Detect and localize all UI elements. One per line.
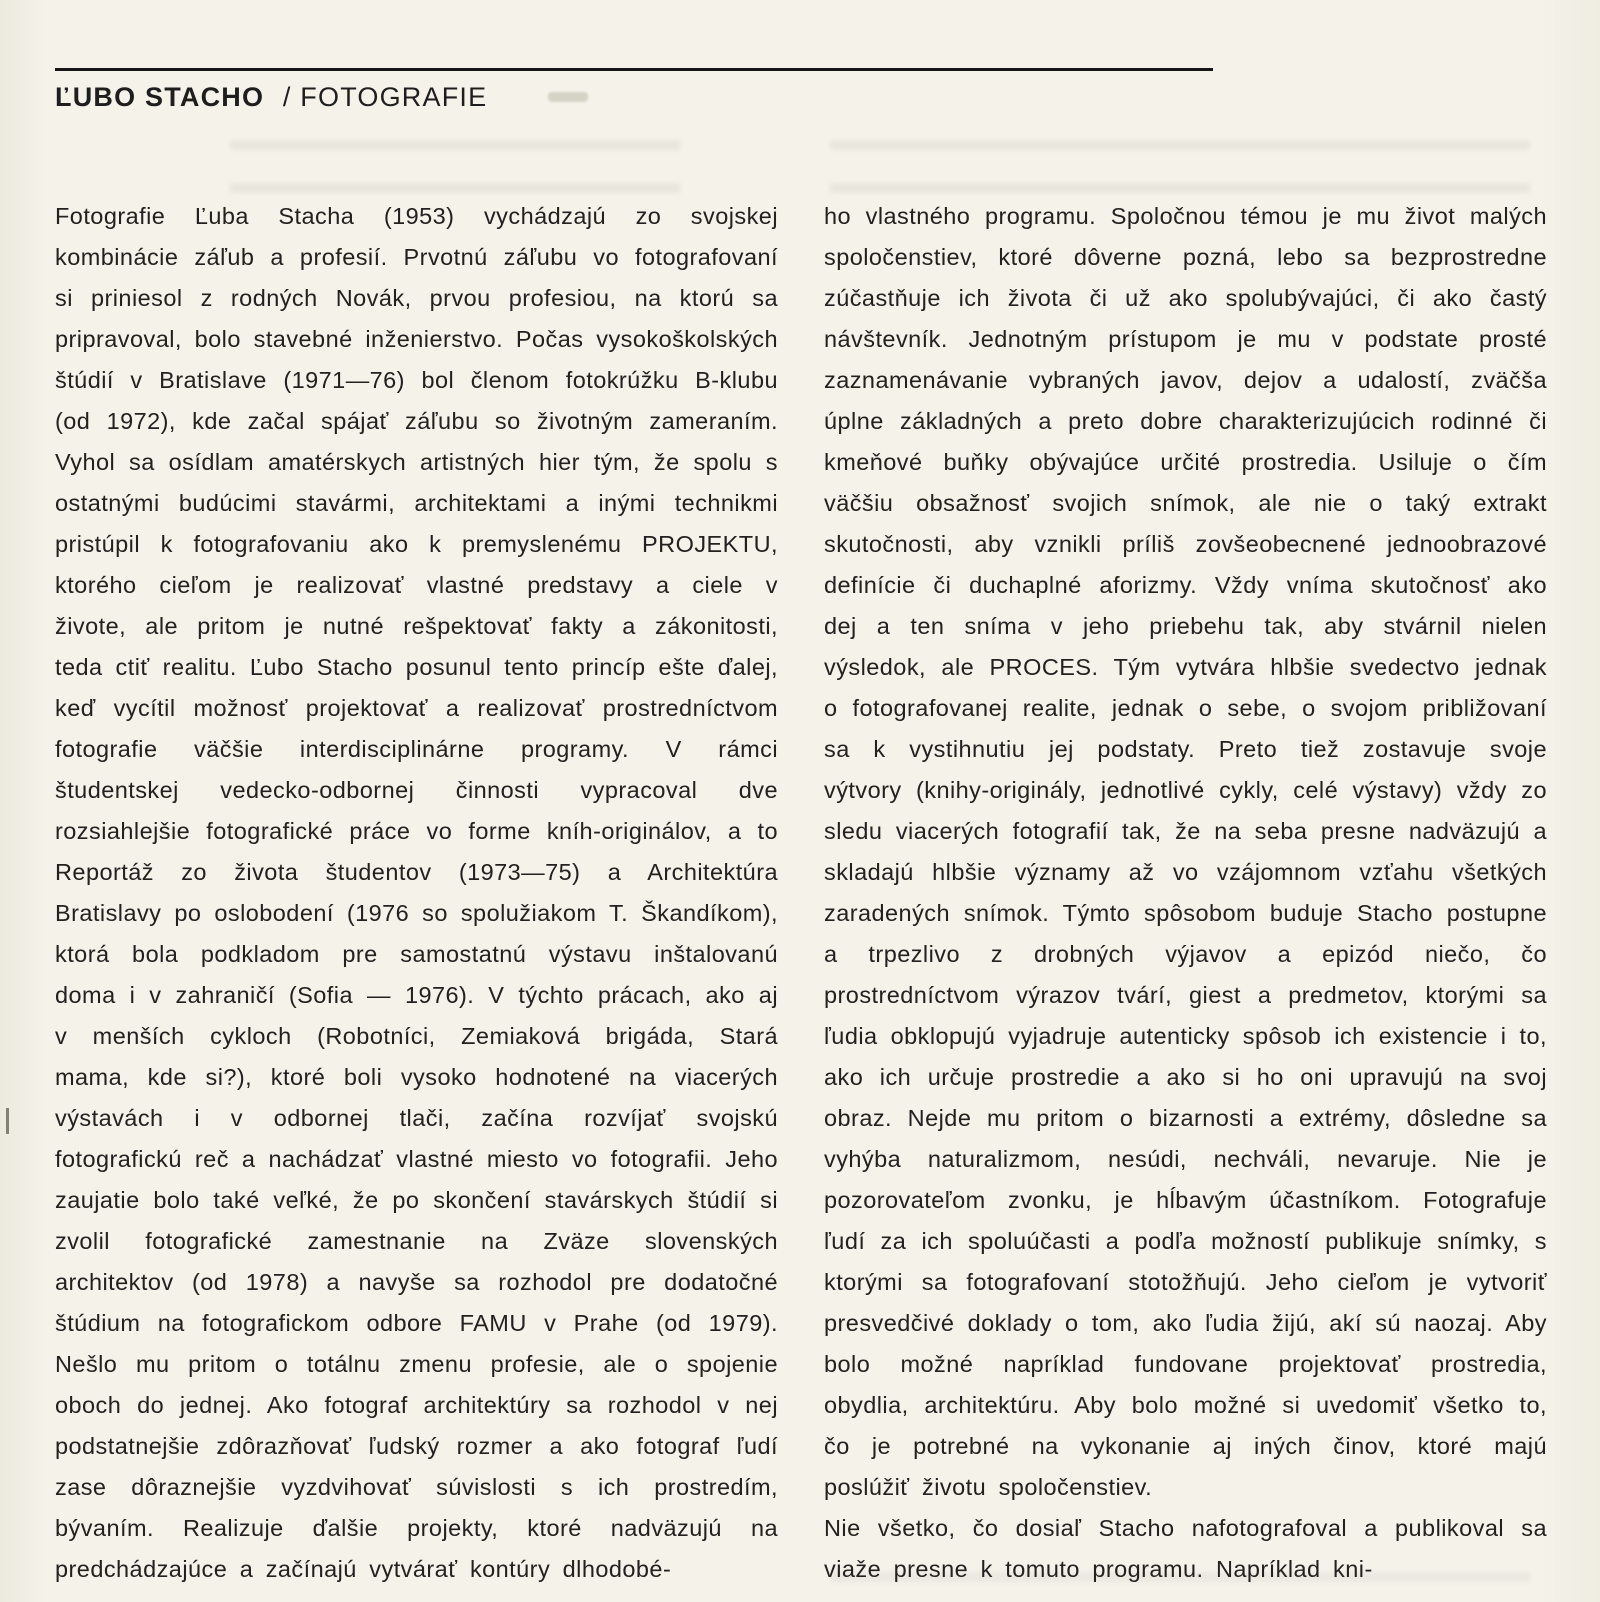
title-section-label: / FOTOGRAFIE — [282, 82, 488, 112]
paragraph: Fotografie Ľuba Stacha (1953) vychádzajú zo svojskej kombinácie záľub a profesií. Prvotnú záľubu vo fotografovaní si priniesol z rodných Novák, prvou profesiou, na ktorú sa pripravoval, bolo stavebné inženierstvo. Počas vysokoškolských štúdií v Bratislave (1971—76) bol členom fotokrúžku B-klubu (od 1972), kde začal spájať záľubu so životným zameraním. Vyhol sa osídlam amatérskych artistných hier tým, že spolu s ostatnými budúcimi stavármi, architektami a inými technikmi pristúpil k fotografovaniu ako k premyslenému PROJEKTU, ktorého cieľom je realizovať vlastné predstavy a ciele v živote, ale pritom je nutné rešpektovať fakty a zákonitosti, teda ctiť realitu. Ľubo Stacho posunul tento princíp ešte ďalej, keď vycítil možnosť projektovať a realizovať prostredníctvom fotografie väčšie interdisciplinárne programy. V rámci študentskej vedecko-odbornej činnosti vypracoval dve rozsiahlejšie fotografické práce vo forme kníh-originálov, a to Reportáž zo života študentov (1973—75) a Architektúra Bratislavy po oslobodení (1976 so spolužiakom T. Škandíkom), ktorá bola podkladom pre samostatnú výstavu inštalovanú doma i v zahraničí (Sofia — 1976). V týchto prácach, ako aj v menších cykloch (Robotníci, Zemiaková brigáda, Stará mama, kde si?), ktoré boli vysoko hodnotené na viacerých výstavách i v odbornej tlači, začína rozvíjať svojskú fotografickú reč a nachádzať vlastné miesto vo fotografii. Jeho zaujatie bolo také veľké, že po skončení stavárskych štúdií si zvolil fotografické zamestnanie na Zväze slovenských architektov (od 1978) a navyše sa rozhodol pre dodatočné štúdium na fotografickom odbore FAMU v Prahe (od 1979). Nešlo mu pritom o totálnu zmenu profesie, ale o spojenie oboch do jednej. Ako fotograf architektúry sa rozhodol v nej podstatnejšie zdôrazňovať ľudský rozmer a ako fotograf ľudí zase dôraznejšie vyzdvihovať súvislosti s ich prostredím, bývaním. Realizuje ďalšie projekty, ktoré nadväzujú na predchádzajúce a začínajú vytvárať kontúry dlhodobé- — [55, 203, 778, 1582]
page-title — [55, 80, 487, 114]
page-edge-mark — [6, 1108, 9, 1134]
paragraph: ho vlastného programu. Spoločnou témou je mu život malých spoločenstiev, ktoré dôverne pozná, lebo sa bezprostredne zúčastňuje ich života či už ako spolubývajúci, či ako častý návštevník. Jednotným prístupom je mu v podstate prosté zaznamenávanie vybraných javov, dejov a udalostí, zväčša úplne základných a preto dobre charakterizujúcich rodinné či kmeňové buňky obývajúce určité prostredia. Usiluje o čím väčšiu obsažnosť svojich snímok, ale nie o taký extrakt skutočnosti, aby vznikli príliš zovšeobecnené jednoobrazové definície či duchaplné aforizmy. Vždy vníma skutočnosť ako dej a ten sníma v jeho priebehu tak, aby stvárnil nielen výsledok, ale PROCES. Tým vytvára hlbšie svedectvo jednak o fotografovanej realite, jednak o sebe, o svojom približovaní sa k vystihnutiu jej podstaty. Preto tiež zostavuje svoje výtvory (knihy-originály, jednotlivé cykly, celé výstavy) vždy zo sledu viacerých fotografií tak, že na seba presne nadväzujú a skladajú hlbšie významy až vo vzájomnom vzťahu všetkých zaradených snímok. Týmto spôsobom buduje Stacho postupne a trpezlivo z drobných výjavov a epizód niečo, čo prostredníctvom výrazov tvárí, giest a predmetov, ktorými sa ľudia obklopujú vyjadruje autenticky spôsob ich existencie i to, ako ich určuje prostredie a ako si ho oni upravujú na svoj obraz. Nejde mu pritom o bizarnosti a extrémy, dôsledne sa vyhýba naturalizmom, nesúdi, nechváli, nevaruje. Nie je pozorovateľom zvonku, je hĺbavým účastníkom. Fotografuje ľudí za ich spoluúčasti a podľa možností publikuje snímky, s ktorými sa fotografovaní stotožňujú. Jeho cieľom je vytvoriť presvedčivé doklady o tom, ako ľudia žijú, akí sú naozaj. Aby bolo možné napríklad fundovane projektovať prostredia, obydlia, architektúru. Aby bolo možné si uvedomiť všetko to, čo je potrebné na vykonanie aj iných činov, ktoré majú poslúžiť životu spoločenstiev. — [824, 203, 1547, 1500]
header-rule — [55, 68, 1213, 71]
paragraph: Nie všetko, čo dosiaľ Stacho nafotografoval a publikoval sa viaže presne k tomuto programu. Napríklad kni- — [824, 1515, 1547, 1582]
right-column — [824, 196, 1547, 1590]
author-name: ĽUBO STACHO — [55, 82, 265, 112]
scan-smudge — [548, 92, 588, 102]
bleedthrough-ghost-text — [230, 128, 680, 198]
article-body — [55, 196, 1547, 1590]
left-column — [55, 196, 778, 1590]
